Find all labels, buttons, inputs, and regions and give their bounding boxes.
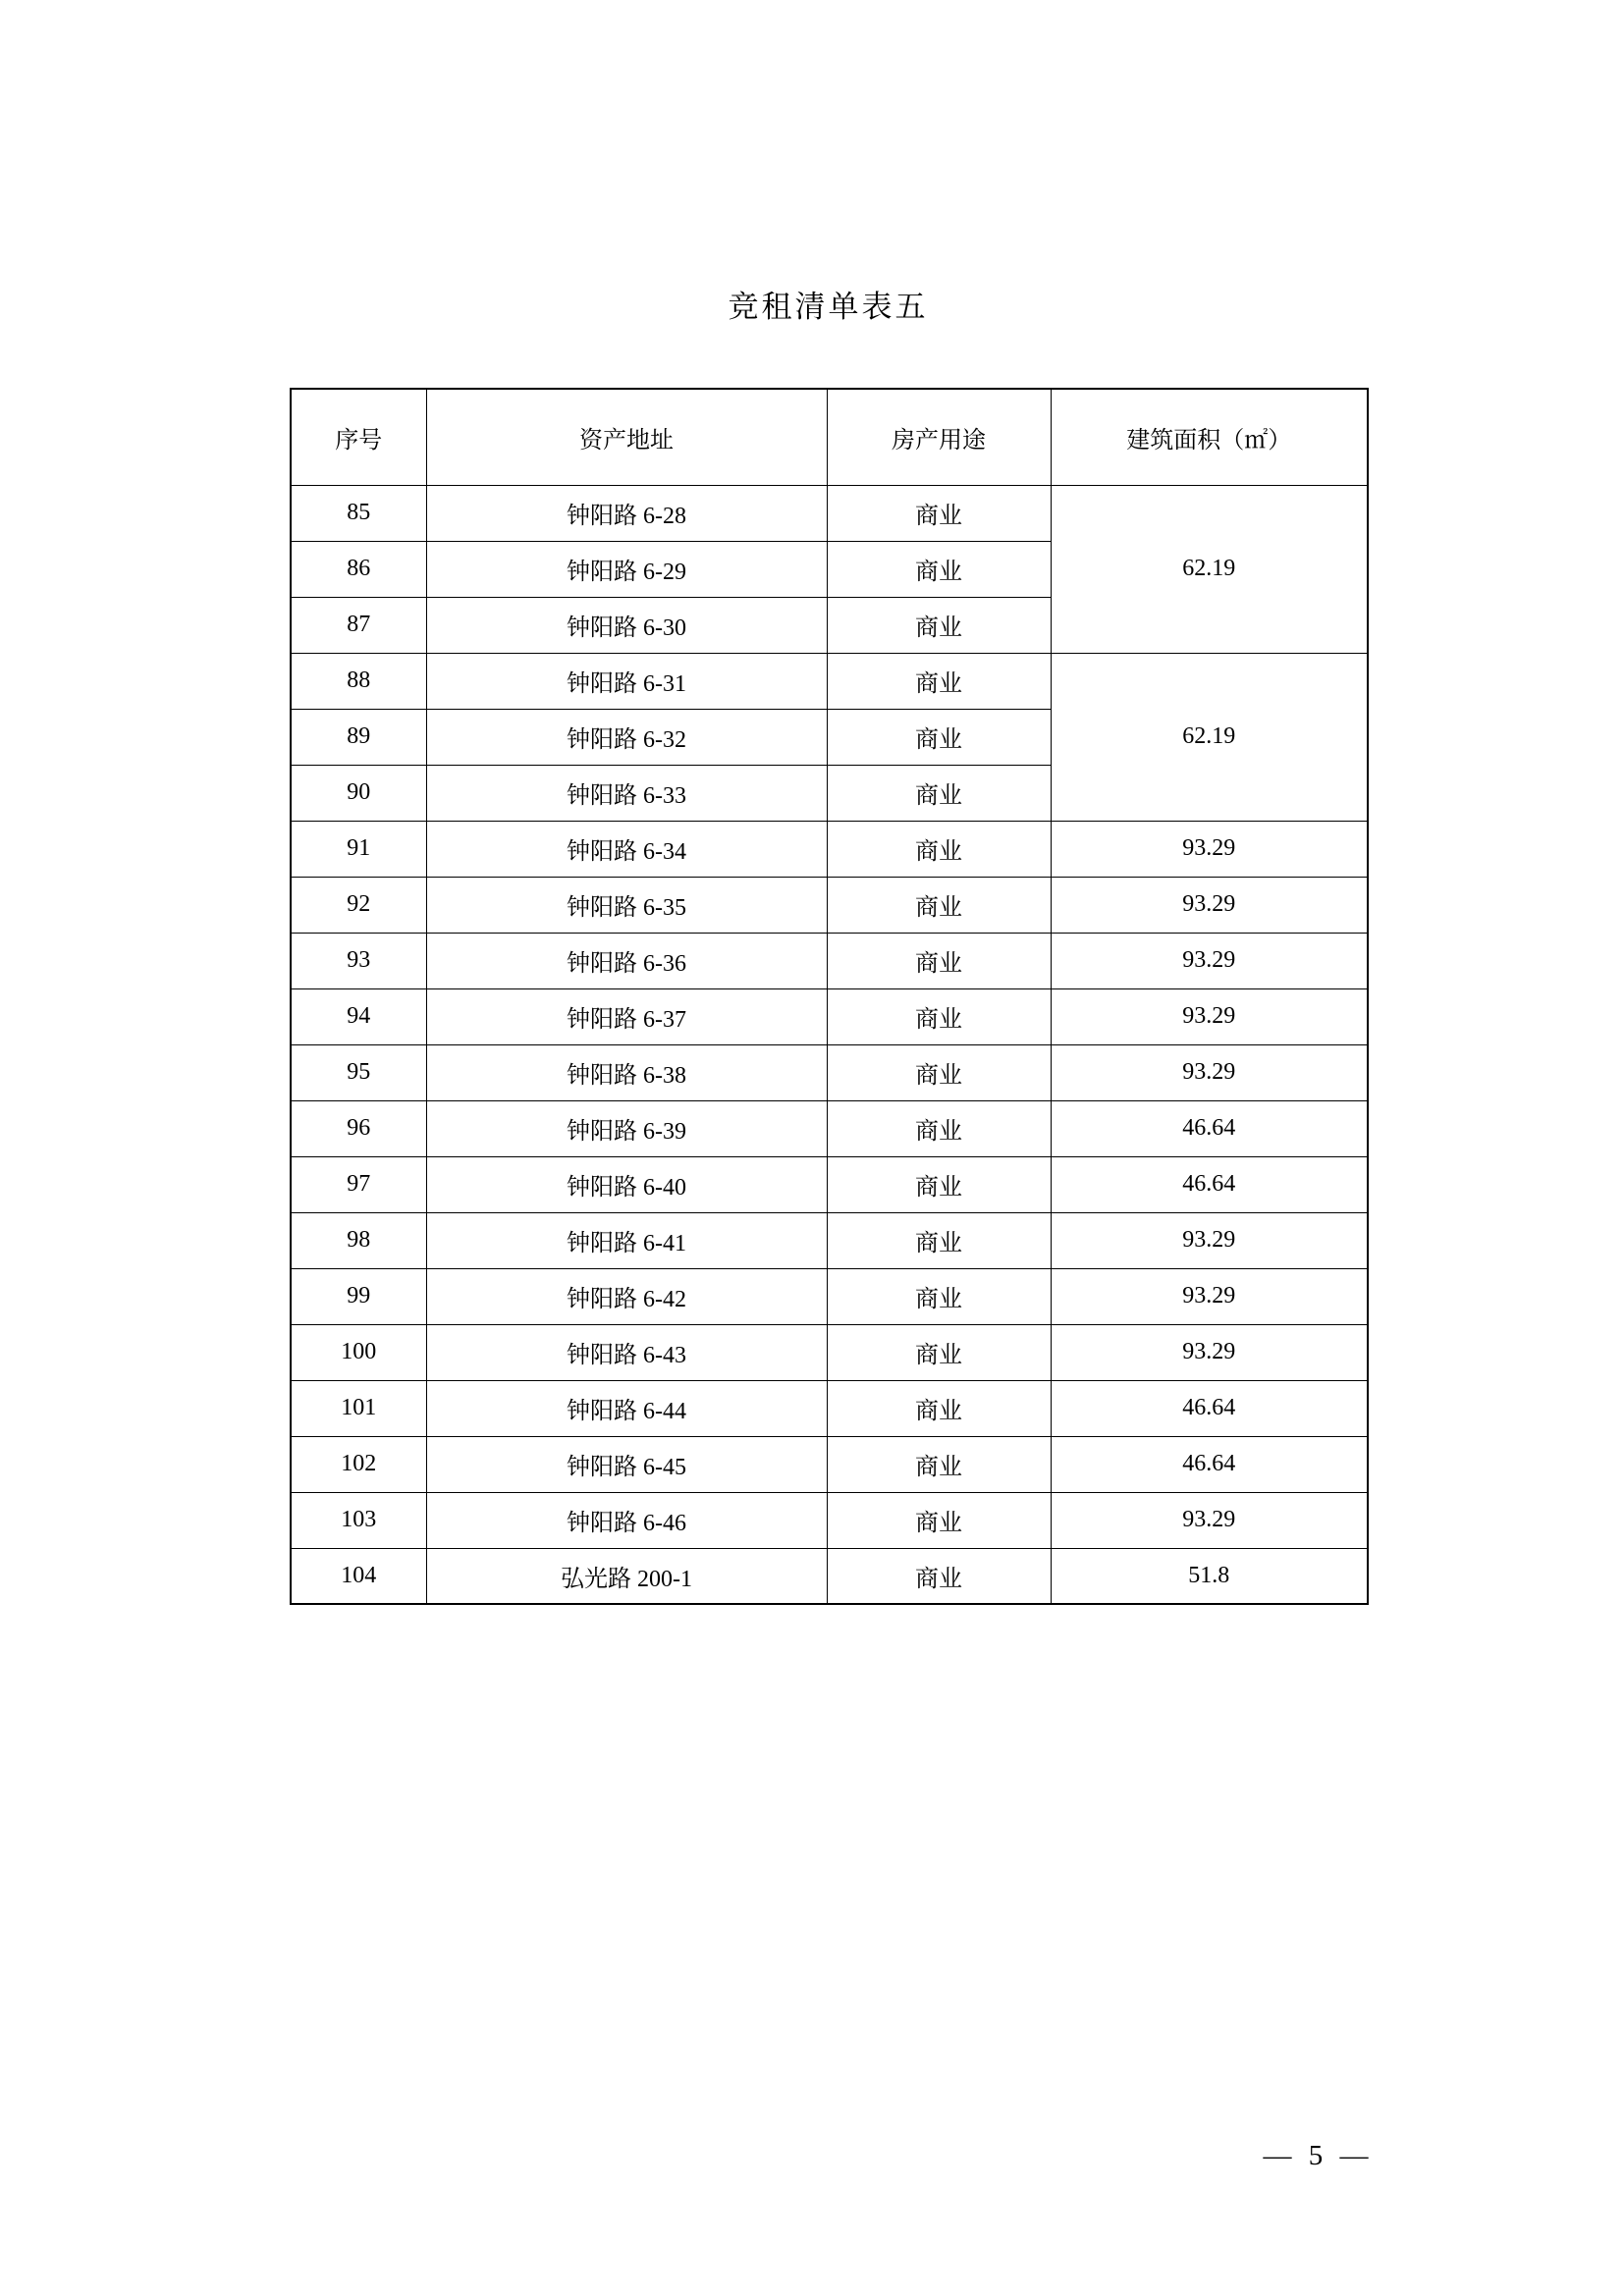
cell-address: 钟阳路 6-35 (426, 877, 827, 933)
header-use: 房产用途 (827, 389, 1051, 485)
cell-serial: 88 (291, 653, 426, 709)
cell-address: 钟阳路 6-37 (426, 988, 827, 1044)
table-header (291, 389, 1368, 485)
cell-address: 弘光路 200-1 (426, 1548, 827, 1604)
cell-serial: 96 (291, 1100, 426, 1156)
cell-area: 93.29 (1051, 933, 1368, 988)
cell-area: 93.29 (1051, 1212, 1368, 1268)
cell-use: 商业 (827, 1268, 1051, 1324)
cell-address: 钟阳路 6-32 (426, 709, 827, 765)
table-row (291, 1100, 1368, 1156)
cell-use: 商业 (827, 1380, 1051, 1436)
table-row (291, 1380, 1368, 1436)
cell-use: 商业 (827, 709, 1051, 765)
rental-list-table (290, 388, 1369, 1605)
table-row (291, 1492, 1368, 1548)
cell-address: 钟阳路 6-44 (426, 1380, 827, 1436)
cell-use: 商业 (827, 597, 1051, 653)
table-row (291, 653, 1368, 709)
cell-address: 钟阳路 6-46 (426, 1492, 827, 1548)
cell-use: 商业 (827, 1436, 1051, 1492)
table-row (291, 1156, 1368, 1212)
page-title: 竞租清单表五 (728, 290, 929, 324)
cell-use: 商业 (827, 1100, 1051, 1156)
table-body (291, 485, 1368, 1604)
cell-area: 46.64 (1051, 1156, 1368, 1212)
cell-use: 商业 (827, 765, 1051, 821)
cell-serial: 98 (291, 1212, 426, 1268)
cell-serial: 94 (291, 988, 426, 1044)
page-number: — 5 — (1263, 2140, 1369, 2171)
cell-area: 93.29 (1051, 988, 1368, 1044)
cell-address: 钟阳路 6-41 (426, 1212, 827, 1268)
cell-use: 商业 (827, 1044, 1051, 1100)
cell-serial: 104 (291, 1548, 426, 1604)
cell-serial: 90 (291, 765, 426, 821)
cell-serial: 91 (291, 821, 426, 877)
cell-use: 商业 (827, 821, 1051, 877)
cell-address: 钟阳路 6-43 (426, 1324, 827, 1380)
table-row (291, 1436, 1368, 1492)
cell-serial: 103 (291, 1492, 426, 1548)
cell-use: 商业 (827, 1492, 1051, 1548)
cell-area: 93.29 (1051, 877, 1368, 933)
cell-address: 钟阳路 6-30 (426, 597, 827, 653)
cell-use: 商业 (827, 1548, 1051, 1604)
cell-area: 93.29 (1051, 1492, 1368, 1548)
cell-address: 钟阳路 6-29 (426, 541, 827, 597)
cell-area: 62.19 (1051, 485, 1368, 653)
header-address: 资产地址 (426, 389, 827, 485)
cell-area: 62.19 (1051, 653, 1368, 821)
cell-use: 商业 (827, 1156, 1051, 1212)
cell-use: 商业 (827, 933, 1051, 988)
cell-address: 钟阳路 6-28 (426, 485, 827, 541)
cell-use: 商业 (827, 877, 1051, 933)
cell-address: 钟阳路 6-33 (426, 765, 827, 821)
cell-use: 商业 (827, 1324, 1051, 1380)
cell-area: 93.29 (1051, 821, 1368, 877)
cell-use: 商业 (827, 653, 1051, 709)
cell-serial: 86 (291, 541, 426, 597)
cell-address: 钟阳路 6-39 (426, 1100, 827, 1156)
table-row (291, 877, 1368, 933)
cell-serial: 100 (291, 1324, 426, 1380)
cell-address: 钟阳路 6-34 (426, 821, 827, 877)
cell-use: 商业 (827, 485, 1051, 541)
header-area: 建筑面积（㎡） (1051, 389, 1368, 485)
cell-area: 46.64 (1051, 1436, 1368, 1492)
cell-serial: 89 (291, 709, 426, 765)
cell-serial: 101 (291, 1380, 426, 1436)
cell-address: 钟阳路 6-38 (426, 1044, 827, 1100)
cell-serial: 102 (291, 1436, 426, 1492)
table-row (291, 1212, 1368, 1268)
table-row (291, 988, 1368, 1044)
cell-serial: 85 (291, 485, 426, 541)
cell-address: 钟阳路 6-36 (426, 933, 827, 988)
cell-area: 51.8 (1051, 1548, 1368, 1604)
cell-use: 商业 (827, 541, 1051, 597)
table-row (291, 1548, 1368, 1604)
cell-serial: 92 (291, 877, 426, 933)
cell-serial: 97 (291, 1156, 426, 1212)
header-row (291, 389, 1368, 485)
cell-serial: 87 (291, 597, 426, 653)
cell-address: 钟阳路 6-31 (426, 653, 827, 709)
header-serial: 序号 (291, 389, 426, 485)
table-row (291, 821, 1368, 877)
cell-serial: 99 (291, 1268, 426, 1324)
cell-address: 钟阳路 6-45 (426, 1436, 827, 1492)
cell-address: 钟阳路 6-40 (426, 1156, 827, 1212)
table-row (291, 1268, 1368, 1324)
cell-serial: 95 (291, 1044, 426, 1100)
cell-area: 93.29 (1051, 1268, 1368, 1324)
cell-area: 46.64 (1051, 1100, 1368, 1156)
cell-area: 93.29 (1051, 1324, 1368, 1380)
table-row (291, 485, 1368, 541)
table-row (291, 1324, 1368, 1380)
cell-use: 商业 (827, 988, 1051, 1044)
table-row (291, 933, 1368, 988)
cell-address: 钟阳路 6-42 (426, 1268, 827, 1324)
cell-use: 商业 (827, 1212, 1051, 1268)
cell-area: 46.64 (1051, 1380, 1368, 1436)
cell-serial: 93 (291, 933, 426, 988)
cell-area: 93.29 (1051, 1044, 1368, 1100)
table-row (291, 1044, 1368, 1100)
